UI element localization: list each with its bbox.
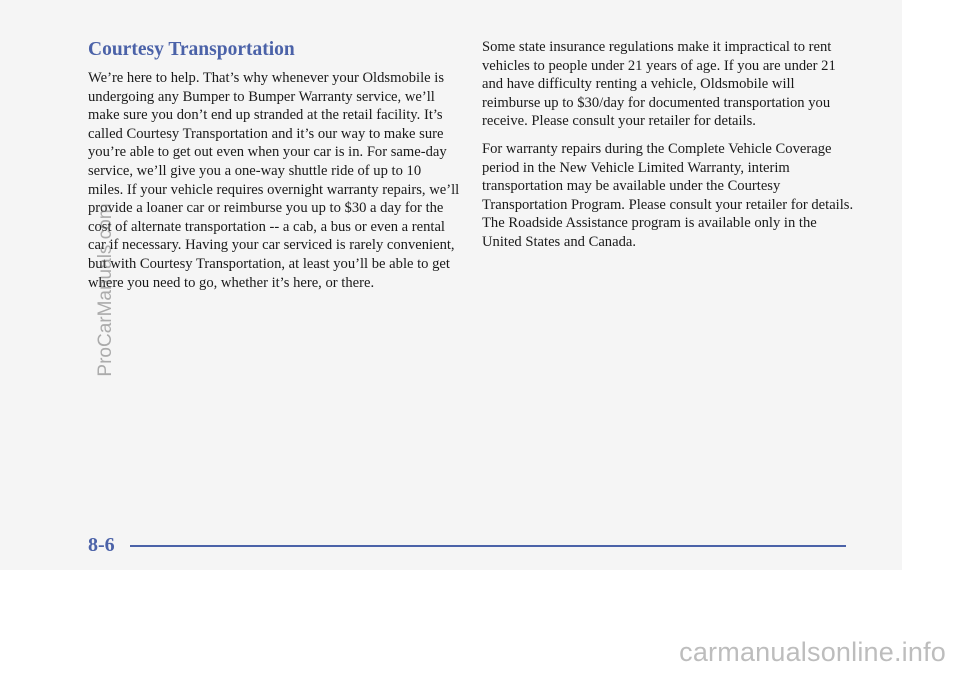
page-footer bbox=[88, 530, 846, 560]
left-column bbox=[88, 38, 460, 301]
footer-divider bbox=[130, 545, 846, 547]
vertical-watermark-text: ProCarManuals.com bbox=[95, 203, 116, 377]
page-number: 8-6 bbox=[88, 534, 115, 556]
body-paragraph: Some state insurance regulations make it impractical to rent vehicles to people under 21 years of age. If you are under 21 and have difficulty renting a vehicle, Oldsmobile will reimburse up to $30/day for documented transportation you receive. Please consult your retailer for details. bbox=[482, 39, 836, 130]
right-column bbox=[482, 38, 854, 261]
body-paragraph: We’re here to help. That’s why whenever your Oldsmobile is undergoing any Bumper to Bumper Warranty service, we’ll make sure you don’t end up stranded at the retail facility. It’s called Courtesy Transportation and it’s our way to make sure you’re able to get out even when your car is in. For same-day service, we’ll give you a one-way shuttle ride of up to 10 miles. If your vehicle requires overnight warranty repairs, we’ll provide a loaner car or reimburse you up to $30 a day for the cost of alternate transportation -- a cab, a bus or even a rental car if necessary. Having your car serviced is rarely convenient, but with Courtesy Transportation, at least you’ll be able to get where you need to go, whether it’s here, or there. bbox=[88, 70, 460, 291]
vertical-watermark bbox=[86, 203, 126, 377]
body-paragraph: For warranty repairs during the Complete Vehicle Coverage period in the New Vehicle Limited Warranty, interim transportation may be available under the Courtesy Transportation Program. Please consult your retailer for details. The Roadside Assistance program is available only in the United States and Canada. bbox=[482, 140, 854, 250]
site-watermark: carmanualsonline.info bbox=[679, 637, 946, 667]
section-title: Courtesy Transportation bbox=[88, 39, 295, 60]
